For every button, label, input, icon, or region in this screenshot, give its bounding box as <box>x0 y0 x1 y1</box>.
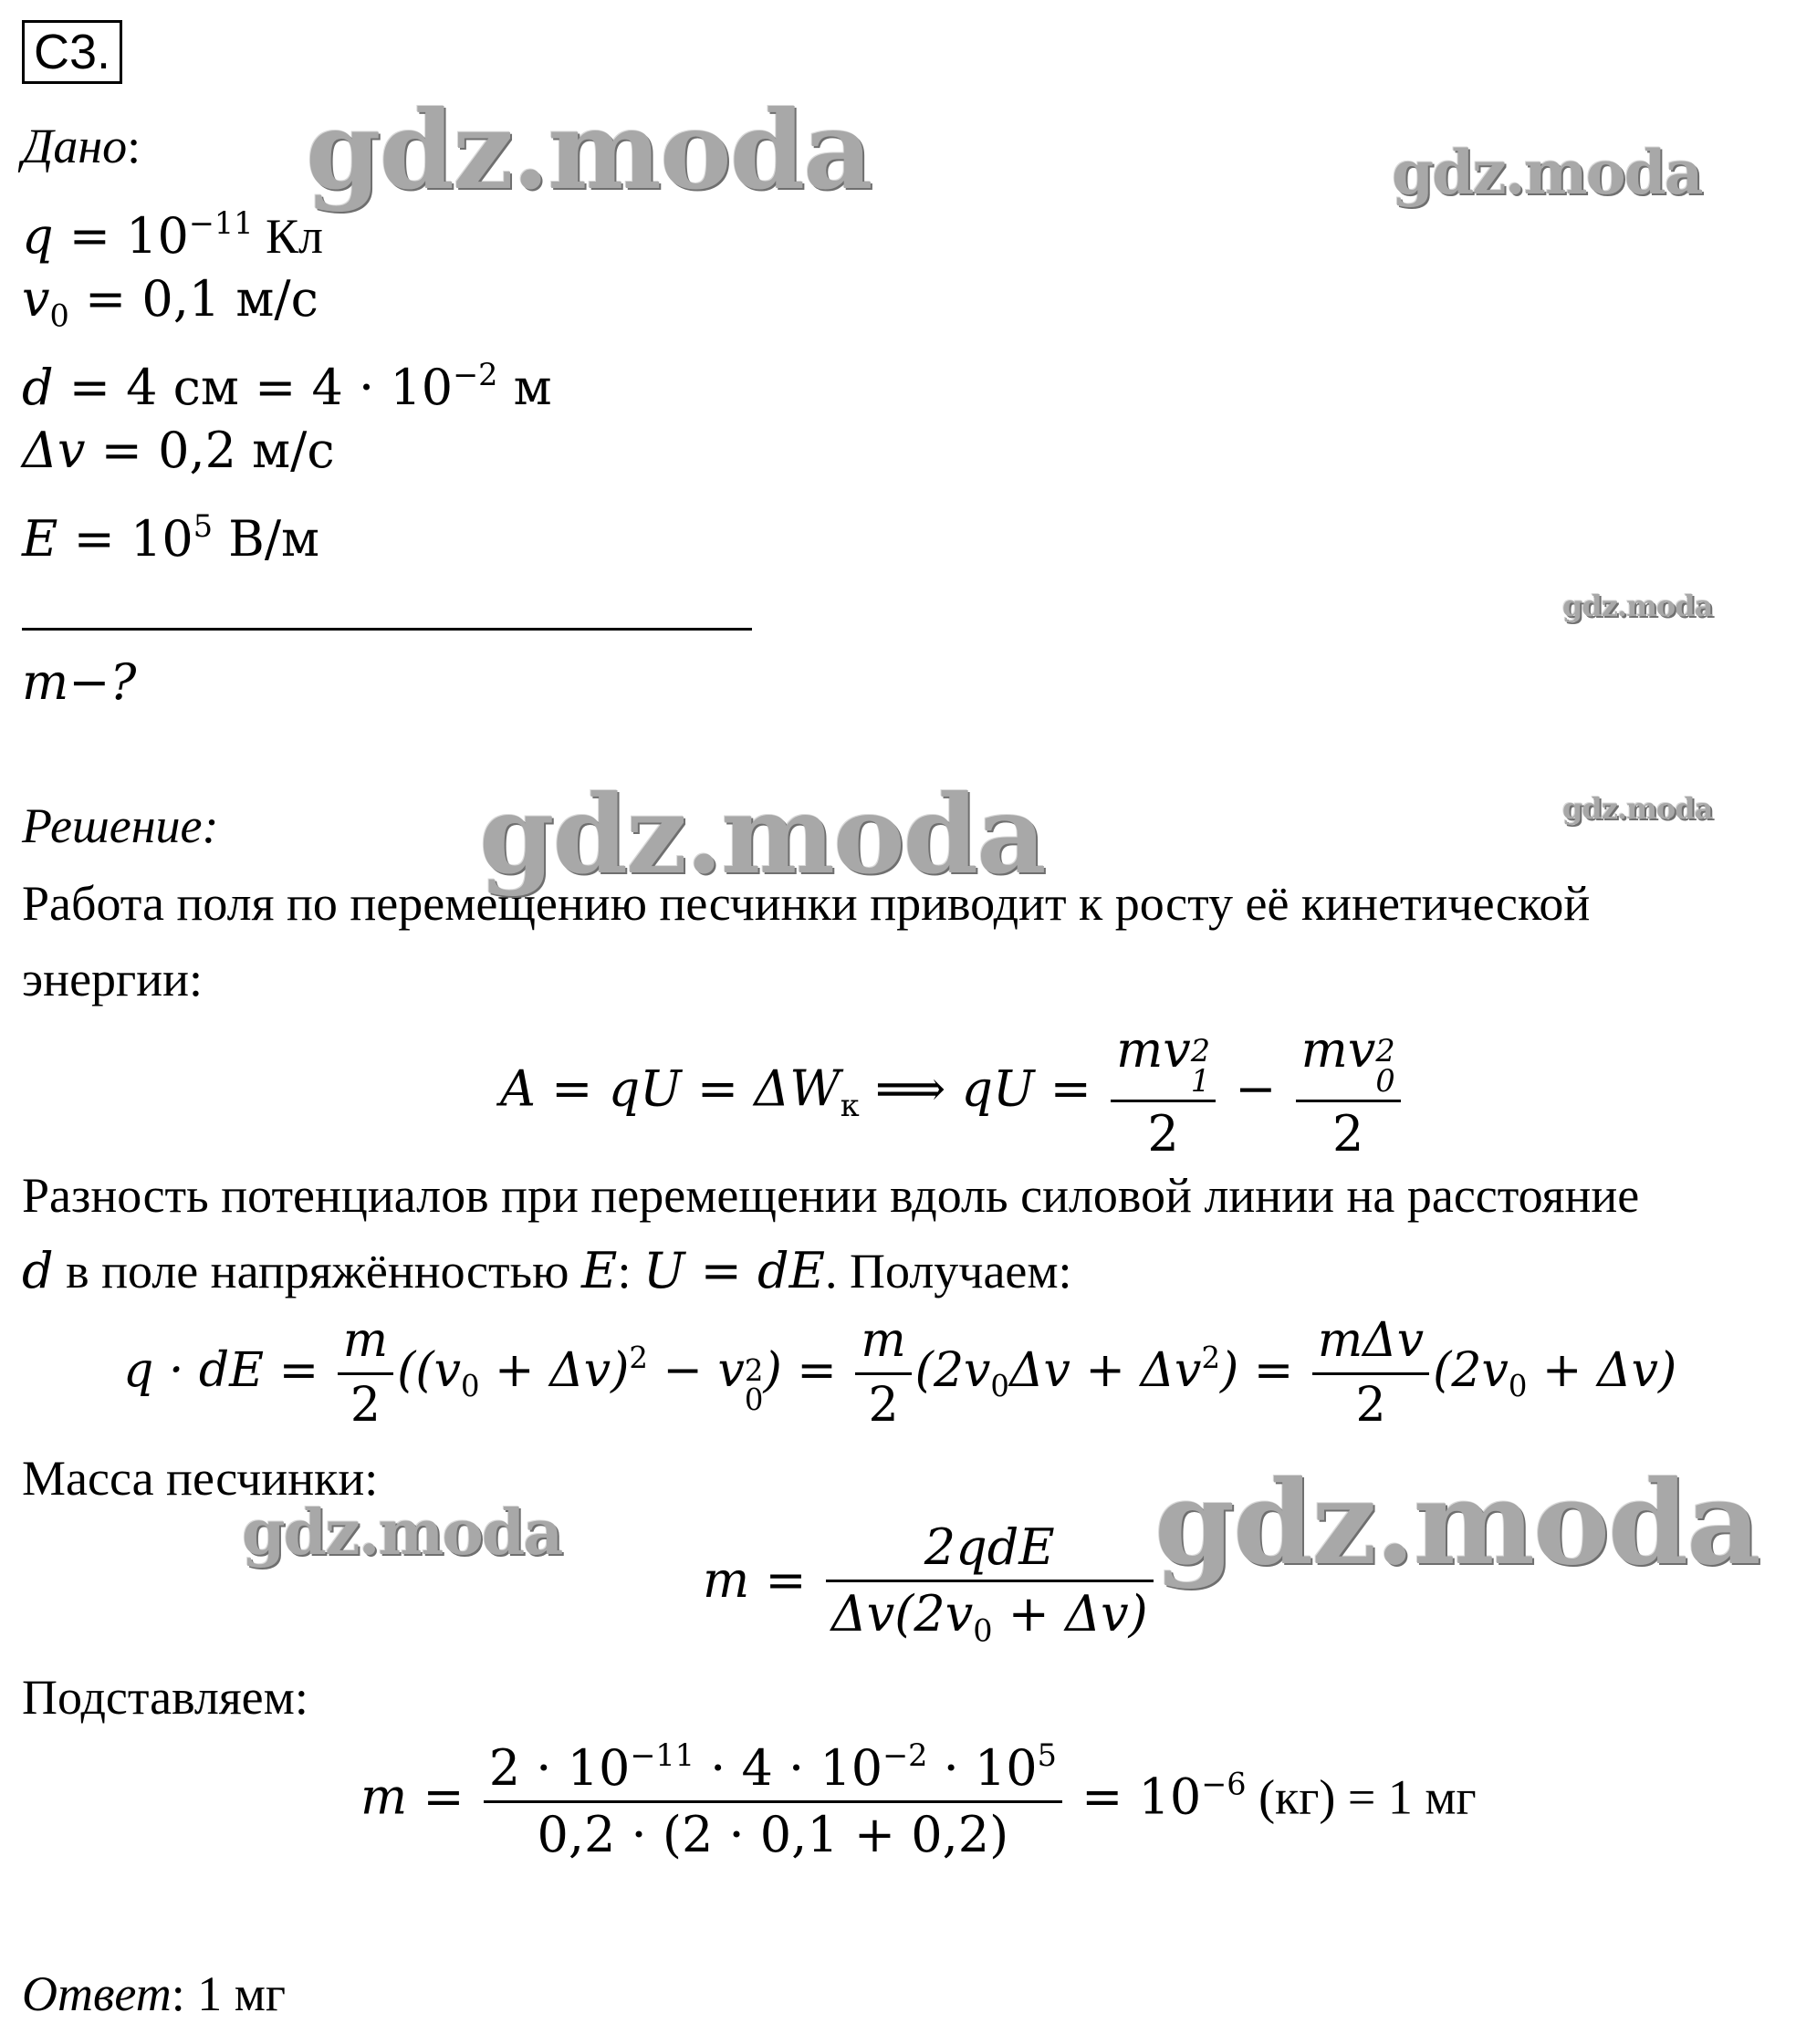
equation-work-energy: A = qU = $\Delta W_к$ ⟹ qU = mv 2 1 2 − mv 2 0 2 <box>500 1022 1405 1163</box>
given-heading: Дано: <box>22 119 141 173</box>
paragraph-potential-line2: d в поле напряжённостью E: U = dE. Получаем: <box>22 1242 1072 1299</box>
watermark-text: gdz.moda <box>1154 1455 1760 1590</box>
answer-line: Ответ: 1 мг <box>22 1966 287 2021</box>
watermark-text: gdz.moda <box>479 771 1045 898</box>
given-delta-velocity: Δv = 0,2 м/с <box>22 422 335 479</box>
equation-energy-expansion: q · dE = $\frac{m}{2}$ ($(v_0 + \Delta v)^2 - v$ 2 0 ) = $\frac{m}{2}$ $(2v_0\Delta v + \Delta v^2)$ = $\frac{\text{mΔv}}{2}$ $(2v_0 + \Delta v)$ <box>123 1313 1677 1433</box>
solution-heading: Решение: <box>22 798 219 853</box>
find-unknown: m−? <box>22 653 137 711</box>
paragraph-work-line2: энергии: <box>22 952 203 1006</box>
problem-label: С3. <box>22 20 122 84</box>
given-initial-velocity: $v_0 = 0,1$ м/с <box>22 270 318 334</box>
substitute-label: Подставляем: <box>22 1670 308 1725</box>
equation-mass-formula: m = $\frac{\text{2qdE}}{\Delta v(2v_0 + \Delta v)}$ <box>703 1519 1157 1649</box>
given-charge: $q = 10^{-11}$ Кл <box>22 205 323 265</box>
equation-mass-calculation: m = $\frac{2 \cdot 10^{-11} \cdot 4 \cdot 10^{-2} \cdot 10^5}{0,2 \cdot (2 \cdot 0,1 + 0,2)}$ = $10^{-6}$ (кг) = 1 мг <box>360 1737 1477 1863</box>
mass-label: Масса песчинки: <box>22 1451 379 1506</box>
given-distance: d = 4 см = $4 \cdot 10^{-2}$ м <box>22 357 552 416</box>
given-field-strength: $E = 10^5$ В/м <box>22 508 320 568</box>
watermark-text: gdz.moda <box>1562 589 1713 623</box>
watermark-text: gdz.moda <box>1392 137 1702 208</box>
paragraph-work-line1: Работа поля по перемещению песчинки приводит к росту её кинетической <box>22 876 1591 931</box>
paragraph-potential-line1: Разность потенциалов при перемещении вдоль силовой линии на расстояние <box>22 1168 1640 1223</box>
watermark-text: gdz.moda <box>1562 791 1713 826</box>
watermark-text: gdz.moda <box>242 1496 562 1570</box>
given-divider <box>22 628 752 631</box>
watermark-text: gdz.moda <box>306 87 872 214</box>
